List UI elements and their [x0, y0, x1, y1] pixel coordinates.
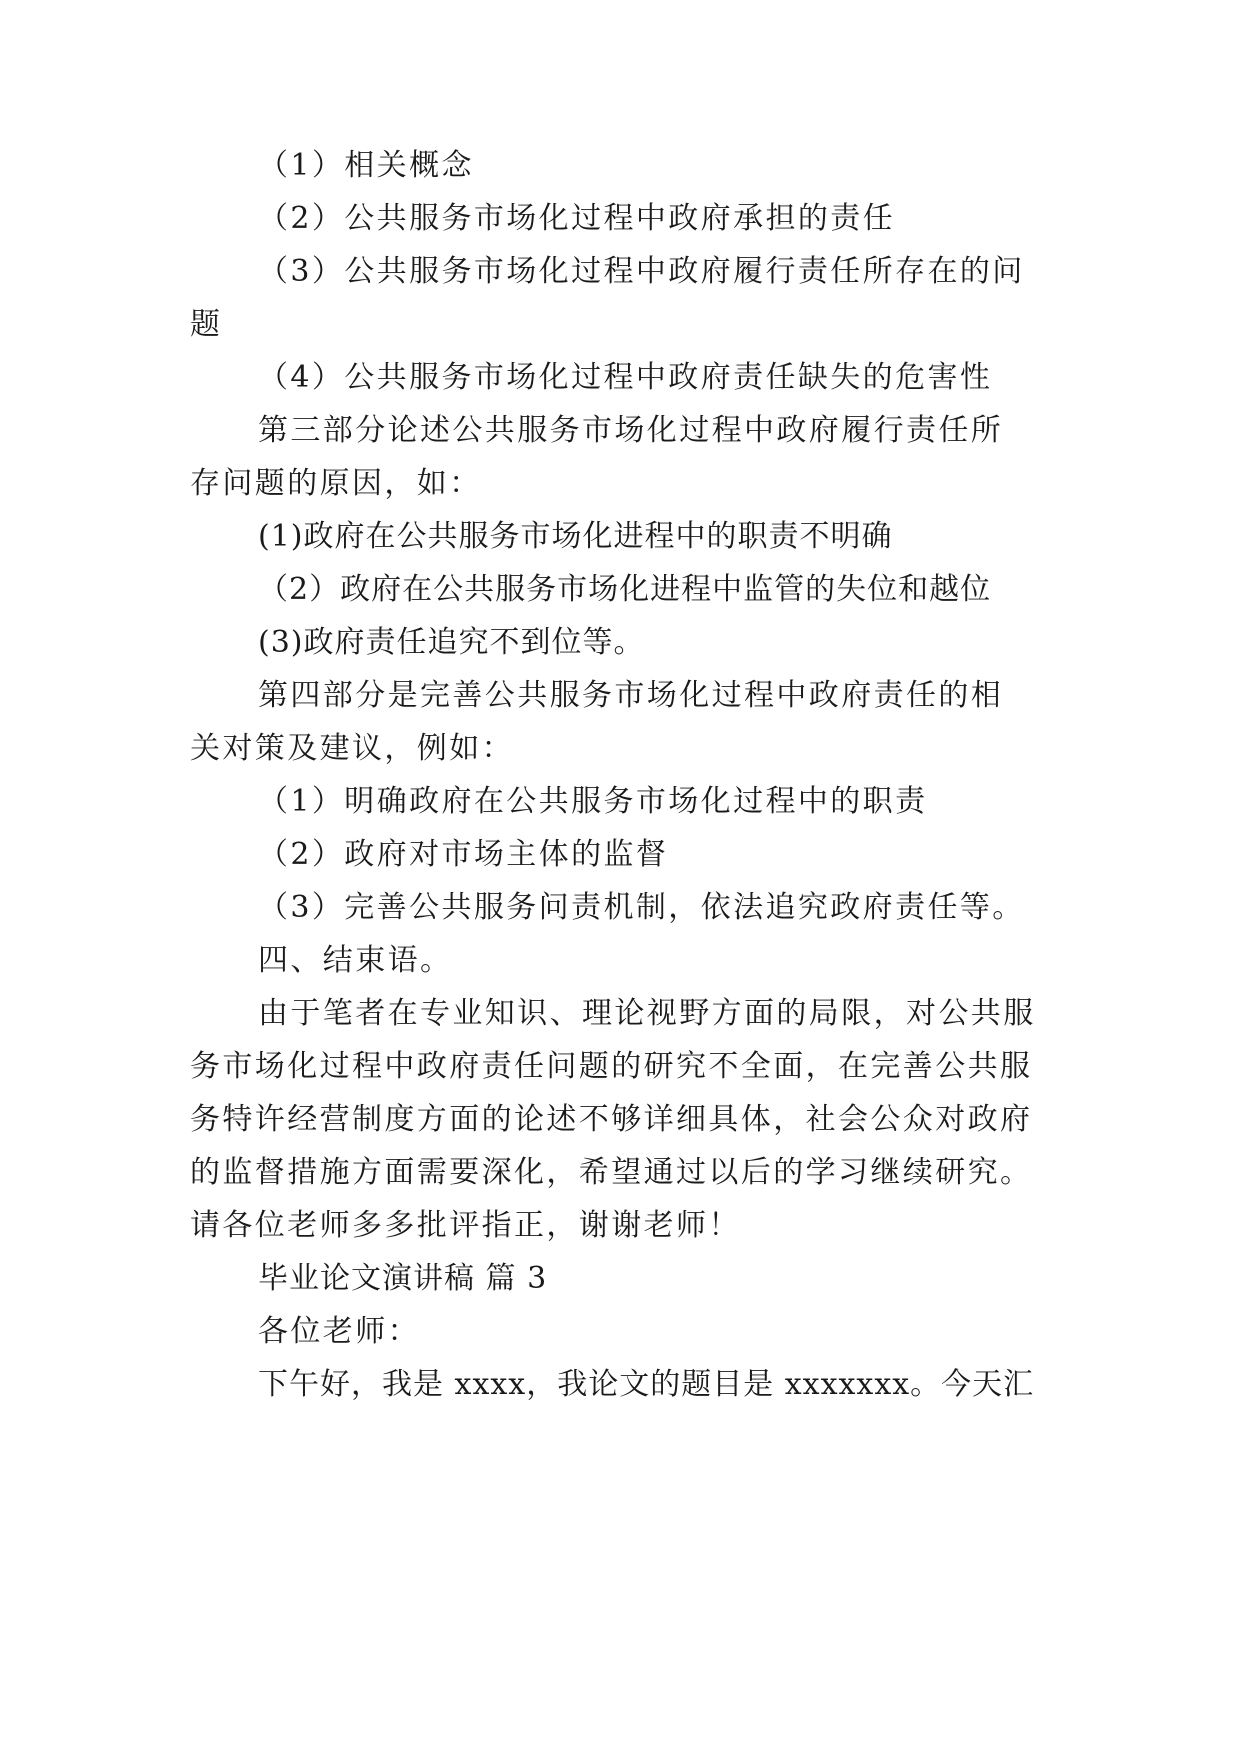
greeting-teachers: 各位老师： [258, 1314, 420, 1349]
list-item-government-responsibility: （2）公共服务市场化过程中政府承担的责任 [258, 201, 896, 236]
list-item-existing-problems-continued: 题 [190, 307, 223, 342]
measure-item-accountability-mechanism: （3）完善公共服务问责机制，依法追究政府责任等。 [258, 890, 1025, 925]
section-four-paragraph-line-1: 第四部分是完善公共服务市场化过程中政府责任的相 [258, 678, 1004, 713]
conclusion-paragraph-line-5: 请各位老师多多批评指正，谢谢老师！ [190, 1208, 741, 1243]
conclusion-paragraph-line-4: 的监督措施方面需要深化，希望通过以后的学习继续研究。 [190, 1155, 1033, 1190]
conclusion-paragraph-line-1: 由于笔者在专业知识、理论视野方面的局限，对公共服 [258, 996, 1036, 1031]
measure-item-clarify-duties: （1）明确政府在公共服务市场化过程中的职责 [258, 784, 928, 819]
opening-paragraph-line-1: 下午好，我是 xxxx，我论文的题目是 xxxxxxx。今天汇 [258, 1367, 1035, 1402]
list-item-existing-problems: （3）公共服务市场化过程中政府履行责任所存在的问 [258, 254, 1025, 289]
cause-item-supervision: （2）政府在公共服务市场化进程中监管的失位和越位 [258, 572, 992, 607]
list-item-harmfulness: （4）公共服务市场化过程中政府责任缺失的危害性 [258, 360, 993, 395]
list-item-related-concepts: （1）相关概念 [258, 148, 474, 183]
conclusion-paragraph-line-3: 务特许经营制度方面的论述不够详细具体，社会公众对政府 [190, 1102, 1033, 1137]
article-title-part-3: 毕业论文演讲稿 篇 3 [258, 1261, 548, 1296]
section-three-paragraph-line-1: 第三部分论述公共服务市场化过程中政府履行责任所 [258, 413, 1004, 448]
cause-item-accountability: (3)政府责任追究不到位等。 [258, 625, 645, 660]
cause-item-unclear-duties: (1)政府在公共服务市场化进程中的职责不明确 [258, 519, 893, 554]
section-four-paragraph-line-2: 关对策及建议，例如： [190, 731, 514, 766]
section-three-paragraph-line-2: 存问题的原因，如： [190, 466, 482, 501]
measure-item-supervise-market: （2）政府对市场主体的监督 [258, 837, 669, 872]
conclusion-paragraph-line-2: 务市场化过程中政府责任问题的研究不全面，在完善公共服 [190, 1049, 1033, 1084]
section-heading-conclusion: 四、结束语。 [258, 943, 453, 978]
